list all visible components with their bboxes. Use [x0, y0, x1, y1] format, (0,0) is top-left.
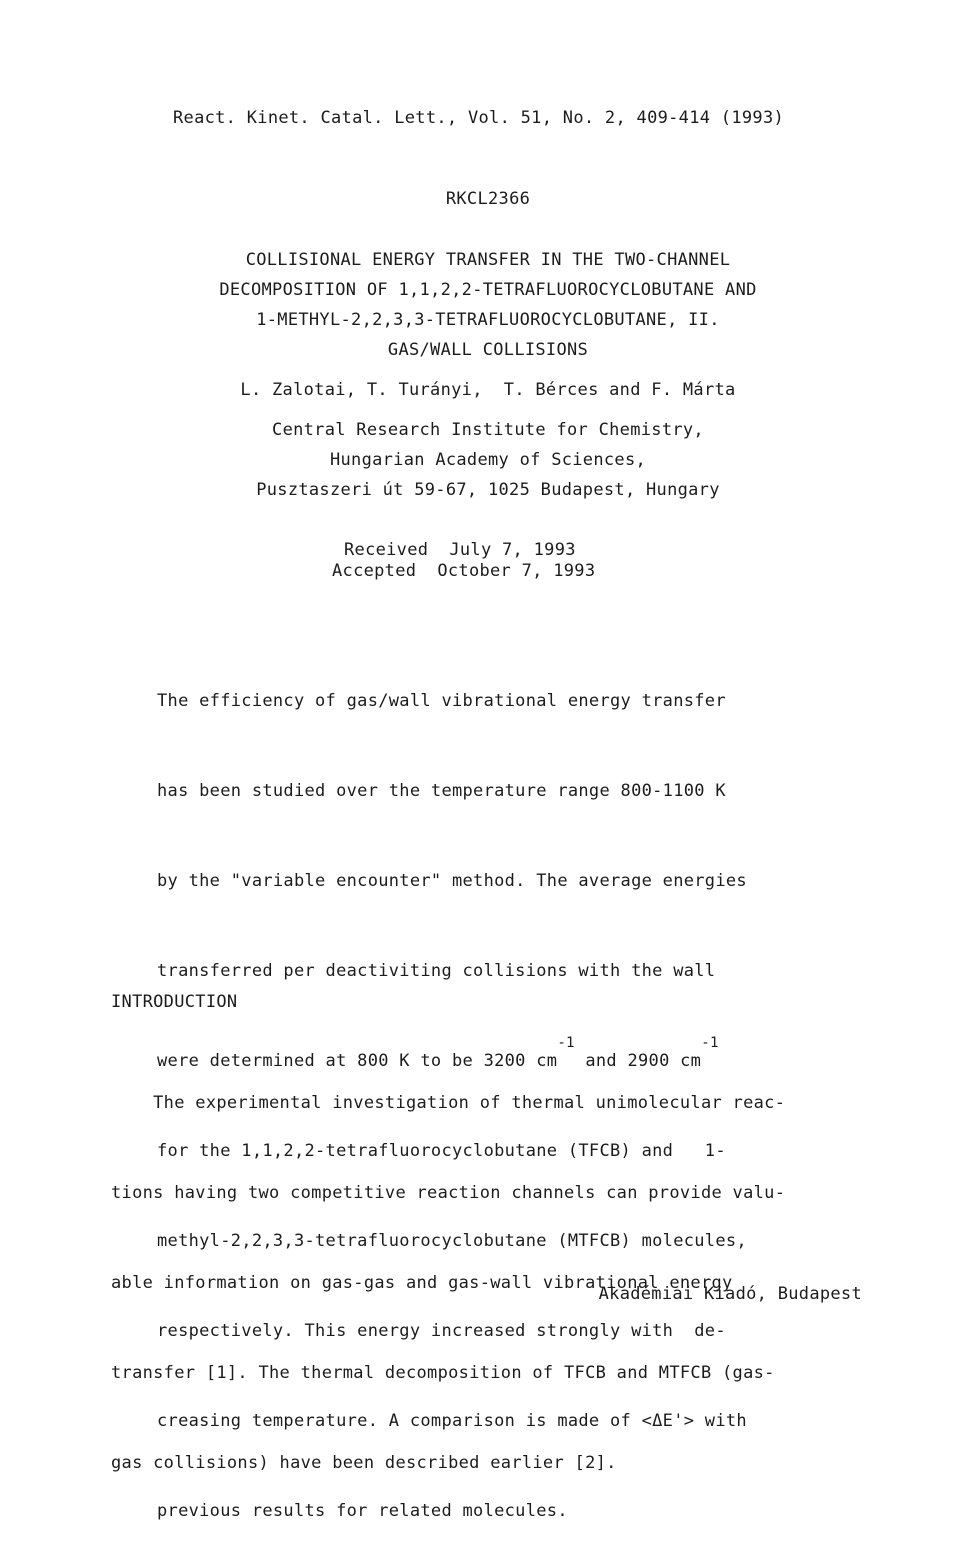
- received-date: Received July 7, 1993: [344, 540, 576, 560]
- unit-exponent: -1: [701, 1035, 719, 1051]
- abstract-text: and 2900 cm: [574, 1051, 702, 1071]
- accepted-date: Accepted October 7, 1993: [332, 561, 596, 581]
- abstract-line: has been studied over the temperature range 800-1100 K: [157, 781, 726, 801]
- affiliation-line: Pusztaszeri út 59-67, 1025 Budapest, Hungary: [256, 480, 720, 500]
- abstract-line: methyl-2,2,3,3-tetrafluorocyclobutane (MTFCB) molecules,: [157, 1231, 747, 1251]
- abstract-line: creasing temperature. A comparison is made of <ΔE'> with: [157, 1411, 747, 1431]
- abstract-line: previous results for related molecules.: [157, 1501, 568, 1521]
- paragraph-line: The experimental investigation of thermal unimolecular reac-: [111, 1093, 786, 1113]
- section-heading: INTRODUCTION: [111, 992, 238, 1012]
- author-list: L. Zalotai, T. Turányi, T. Bérces and F. Márta: [240, 380, 736, 400]
- title-line: COLLISIONAL ENERGY TRANSFER IN THE TWO-CHANNEL: [245, 250, 731, 270]
- publisher-footer: Akadémiai Kiadó, Budapest: [598, 1284, 862, 1304]
- title-line: DECOMPOSITION OF 1,1,2,2-TETRAFLUOROCYCLOBUTANE AND: [219, 280, 757, 300]
- affiliation-line: Hungarian Academy of Sciences,: [329, 450, 647, 470]
- abstract-line: The efficiency of gas/wall vibrational energy transfer: [157, 691, 726, 711]
- paragraph-line: transfer [1]. The thermal decomposition of TFCB and MTFCB (gas-: [111, 1363, 775, 1383]
- abstract-line: respectively. This energy increased strongly with de-: [157, 1321, 726, 1341]
- abstract-text: were determined at 800 K to be 3200 cm: [157, 1051, 558, 1071]
- paragraph-line: tions having two competitive reaction channels can provide valu-: [111, 1183, 786, 1203]
- article-code: RKCL2366: [445, 189, 531, 209]
- abstract-line: transferred per deactiviting collisions with the wall: [157, 961, 716, 981]
- abstract-line: for the 1,1,2,2-tetrafluorocyclobutane (TFCB) and 1-: [157, 1141, 726, 1161]
- title-line: GAS/WALL COLLISIONS: [387, 340, 589, 360]
- affiliation-line: Central Research Institute for Chemistry,: [272, 420, 704, 440]
- unit-exponent: -1: [557, 1035, 575, 1051]
- paragraph-line: gas collisions) have been described earlier [2].: [111, 1453, 617, 1473]
- paragraph-line: able information on gas-gas and gas-wall vibrational energy: [111, 1273, 733, 1293]
- introduction-paragraph: [111, 1028, 871, 1508]
- title-line: 1-METHYL-2,2,3,3-TETRAFLUOROCYCLOBUTANE, II.: [256, 310, 720, 330]
- journal-citation: React. Kinet. Catal. Lett., Vol. 51, No. 2, 409-414 (1993): [173, 108, 785, 128]
- abstract-line: by the "variable encounter" method. The average energies: [157, 871, 747, 891]
